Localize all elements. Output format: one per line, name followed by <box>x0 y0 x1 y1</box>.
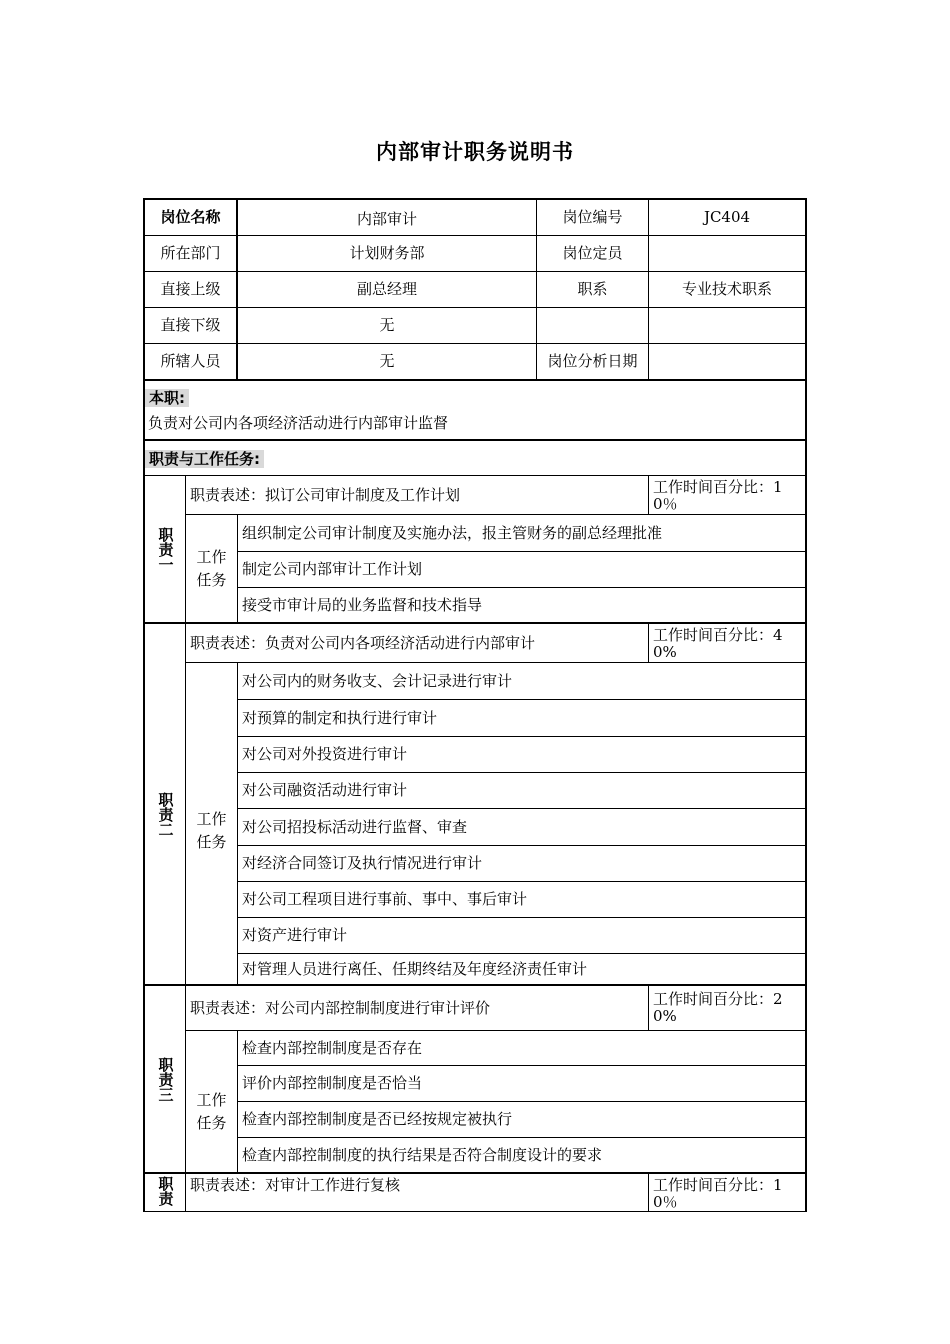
duty-4-desc: 职责表述：对审计工作进行复核 <box>190 1176 401 1194</box>
duty-3-desc: 职责表述：对公司内部控制制度进行审计评价 <box>190 998 491 1017</box>
duty-4-name <box>145 1174 185 1214</box>
empty-cell <box>537 308 648 343</box>
duty-2-name <box>145 624 185 984</box>
value-position-code: JC404 <box>703 208 751 226</box>
value-direct-subordinate: 无 <box>379 316 395 334</box>
duty-2-task: 对公司内的财务收支、会计记录进行审计 <box>242 671 513 690</box>
label-direct-subordinate: 直接下级 <box>160 316 221 334</box>
duty-4-pct: 工作时间百分比：10％ <box>653 1176 783 1211</box>
empty-cell <box>649 308 805 343</box>
duty-3-name-text: 职责三 <box>156 1056 175 1102</box>
duty-3-work-task-label <box>186 1031 237 1172</box>
duty-2-task: 对公司工程项目进行事前、事中、事后审计 <box>242 890 528 908</box>
benzhi-label <box>145 389 189 408</box>
duty-3-task: 评价内部控制制度是否恰当 <box>242 1074 423 1092</box>
duty-1-work-task-label <box>186 515 237 622</box>
duty-2-task: 对资产进行审计 <box>242 926 348 944</box>
label-analysis-date: 岗位分析日期 <box>547 352 638 370</box>
label-staff-under: 所辖人员 <box>160 352 221 370</box>
value-analysis-date <box>649 344 805 379</box>
duty-2-task: 对公司对外投资进行审计 <box>242 745 408 763</box>
duty-2-task: 对预算的制定和执行进行审计 <box>242 708 438 727</box>
duty-3-task: 检查内部控制制度是否已经按规定被执行 <box>242 1110 513 1128</box>
label-headcount: 岗位定员 <box>562 244 623 262</box>
duty-3-name <box>145 986 185 1172</box>
duties-heading-text: 职责与工作任务: <box>145 450 264 468</box>
duty-1-desc: 职责表述：拟订公司审计制度及工作计划 <box>190 485 461 504</box>
benzhi-text: 负责对公司内各项经济活动进行内部审计监督 <box>148 414 449 432</box>
duty-1-task: 接受市审计局的业务监督和技术指导 <box>242 596 483 614</box>
duty-1-task: 制定公司内部审计工作计划 <box>242 560 423 578</box>
duty-2-pct: 工作时间百分比：40% <box>653 626 783 661</box>
duty-2-name-text: 职责二 <box>156 791 175 837</box>
page-title: 内部审计职务说明书 <box>376 140 574 164</box>
duty-4-name-text: 职责 <box>156 1176 175 1206</box>
duty-3-task: 检查内部控制制度是否存在 <box>242 1038 423 1057</box>
duty-1-task: 组织制定公司审计制度及实施办法，报主管财务的副总经理批准 <box>242 523 663 542</box>
value-direct-superior: 副总经理 <box>356 280 417 298</box>
benzhi-label-text: 本职: <box>145 389 189 407</box>
duty-2-task: 对公司融资活动进行审计 <box>242 781 408 799</box>
work-task-label-text: 工作 任务 <box>196 1090 227 1132</box>
duty-2-work-task-label <box>186 663 237 984</box>
duty-2-desc: 职责表述：负责对公司内各项经济活动进行内部审计 <box>190 633 536 652</box>
value-position-name: 内部审计 <box>356 210 417 228</box>
duty-2-task: 对公司招投标活动进行监督、审查 <box>242 817 468 836</box>
duties-heading <box>145 450 264 469</box>
value-department: 计划财务部 <box>349 244 425 262</box>
duty-2-task: 对管理人员进行离任、任期终结及年度经济责任审计 <box>242 959 588 978</box>
label-department: 所在部门 <box>160 244 221 262</box>
label-position-code: 岗位编号 <box>562 208 623 226</box>
work-task-label-text: 工作 任务 <box>196 809 227 851</box>
duty-1-pct: 工作时间百分比：10％ <box>653 478 783 513</box>
duty-2-task: 对经济合同签订及执行情况进行审计 <box>242 854 483 872</box>
duty-3-task: 检查内部控制制度的执行结果是否符合制度设计的要求 <box>242 1145 603 1164</box>
label-direct-superior: 直接上级 <box>160 280 221 298</box>
duty-1-name <box>145 476 185 622</box>
duty-3-pct: 工作时间百分比：20% <box>653 990 783 1025</box>
work-task-label-text: 工作 任务 <box>196 547 227 589</box>
label-job-family: 职系 <box>577 280 608 298</box>
label-position-name: 岗位名称 <box>160 208 221 226</box>
value-staff-under: 无 <box>379 352 395 370</box>
value-job-family: 专业技术职系 <box>681 280 772 298</box>
value-headcount <box>649 236 805 271</box>
duty-1-name-text: 职责一 <box>156 526 175 572</box>
